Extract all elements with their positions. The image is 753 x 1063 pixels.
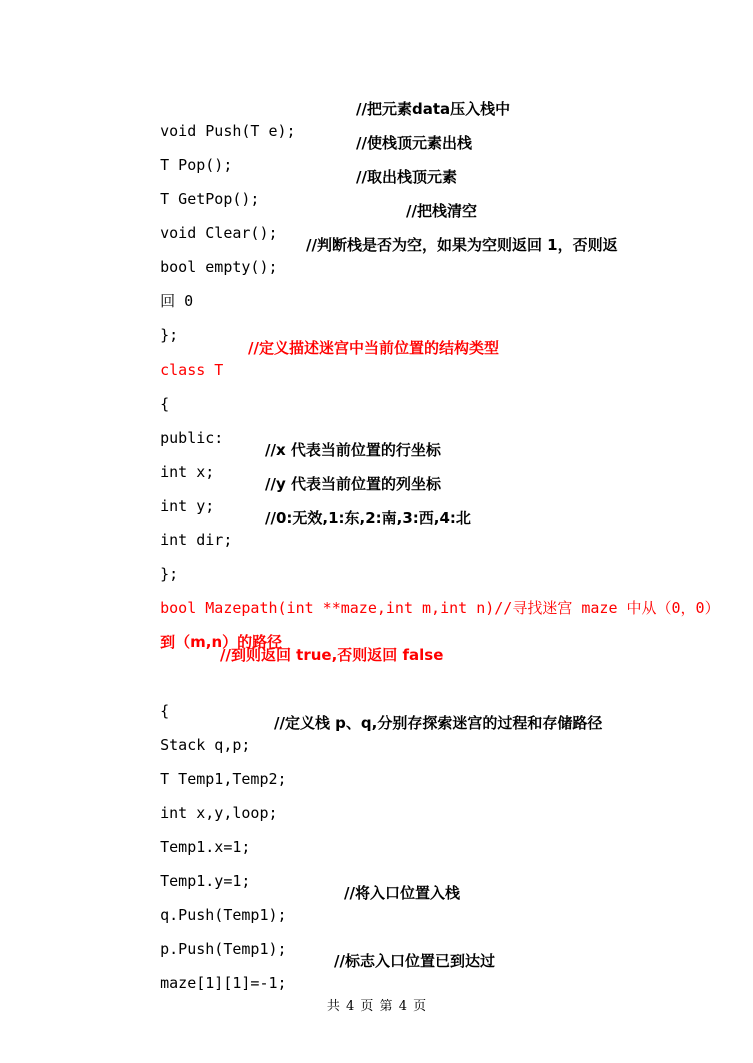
code-text: Temp1.y=1; <box>160 872 251 890</box>
code-text: int x,y,loop; <box>160 804 278 822</box>
code-text: { <box>160 702 170 720</box>
code-text: }; <box>160 326 179 344</box>
code-line <box>124 405 224 447</box>
code-text: }; <box>160 565 179 583</box>
code-text: int dir; <box>160 531 233 549</box>
code-text: 到（m,n）的路径 <box>160 633 283 651</box>
code-line <box>124 746 287 788</box>
code-text: bool Mazepath(int **maze,int m,int n)//寻找迷宫 maze 中从（0，0） <box>160 599 720 617</box>
code-line-highlight <box>124 337 499 379</box>
code-line <box>124 98 511 140</box>
code-line <box>124 950 495 992</box>
code-line <box>124 916 287 958</box>
code-comment: //y 代表当前位置的列坐标 <box>265 475 441 493</box>
code-line <box>124 541 179 583</box>
code-line <box>124 234 618 276</box>
code-comment: //到则返回 true,否则返回 false <box>220 646 444 664</box>
code-line <box>124 882 460 924</box>
code-text: maze[1][1]=-1; <box>160 974 287 992</box>
code-comment: //将入口位置入栈 <box>344 884 460 902</box>
code-text: T Pop(); <box>160 156 233 174</box>
code-line <box>124 268 194 310</box>
code-comment: //0:无效,1:东,2:南,3:西,4:北 <box>265 509 471 527</box>
code-line <box>124 814 251 856</box>
code-comment: //取出栈顶元素 <box>356 168 457 186</box>
code-comment: //把元素data压入栈中 <box>356 100 511 118</box>
code-line <box>124 848 251 890</box>
code-text: bool empty(); <box>160 258 278 276</box>
code-line-highlight <box>124 644 444 666</box>
code-line <box>124 132 472 174</box>
code-comment: //定义描述迷宫中当前位置的结构类型 <box>248 339 499 357</box>
code-line <box>124 780 278 822</box>
code-line-highlight <box>124 609 283 651</box>
code-line <box>124 200 477 242</box>
code-text: T Temp1,Temp2; <box>160 770 287 788</box>
code-text: T GetPop(); <box>160 190 260 208</box>
page-footer: 共 4 页 第 4 页 <box>326 999 427 1014</box>
code-text: { <box>160 395 170 413</box>
code-line <box>124 166 457 208</box>
code-text: public: <box>160 429 224 447</box>
code-comment: //判断栈是否为空，如果为空则返回 1，否则返 <box>306 236 618 254</box>
code-line <box>124 507 471 549</box>
code-text: int y; <box>160 497 215 515</box>
code-text: void Push(T e); <box>160 122 296 140</box>
code-text: void Clear(); <box>160 224 278 242</box>
code-comment: //x 代表当前位置的行坐标 <box>265 441 441 459</box>
code-text: int x; <box>160 463 215 481</box>
code-text: p.Push(Temp1); <box>160 940 287 958</box>
code-line <box>124 302 179 344</box>
code-line <box>124 473 441 515</box>
code-text: 回 0 <box>160 292 194 310</box>
code-text: q.Push(Temp1); <box>160 906 287 924</box>
code-comment: //把栈清空 <box>406 202 477 220</box>
code-line <box>124 371 170 413</box>
code-text: Temp1.x=1; <box>160 838 251 856</box>
code-comment: //标志入口位置已到达过 <box>334 952 495 970</box>
code-line <box>124 678 170 720</box>
code-comment: //定义栈 p、q,分别存探索迷宫的过程和存储路径 <box>274 714 603 732</box>
code-text: class T <box>160 361 224 379</box>
code-line-highlight <box>124 575 720 617</box>
code-line <box>124 439 441 481</box>
code-text: Stack q,p; <box>160 736 251 754</box>
code-comment: //使栈顶元素出栈 <box>356 134 472 152</box>
code-line <box>124 712 603 754</box>
